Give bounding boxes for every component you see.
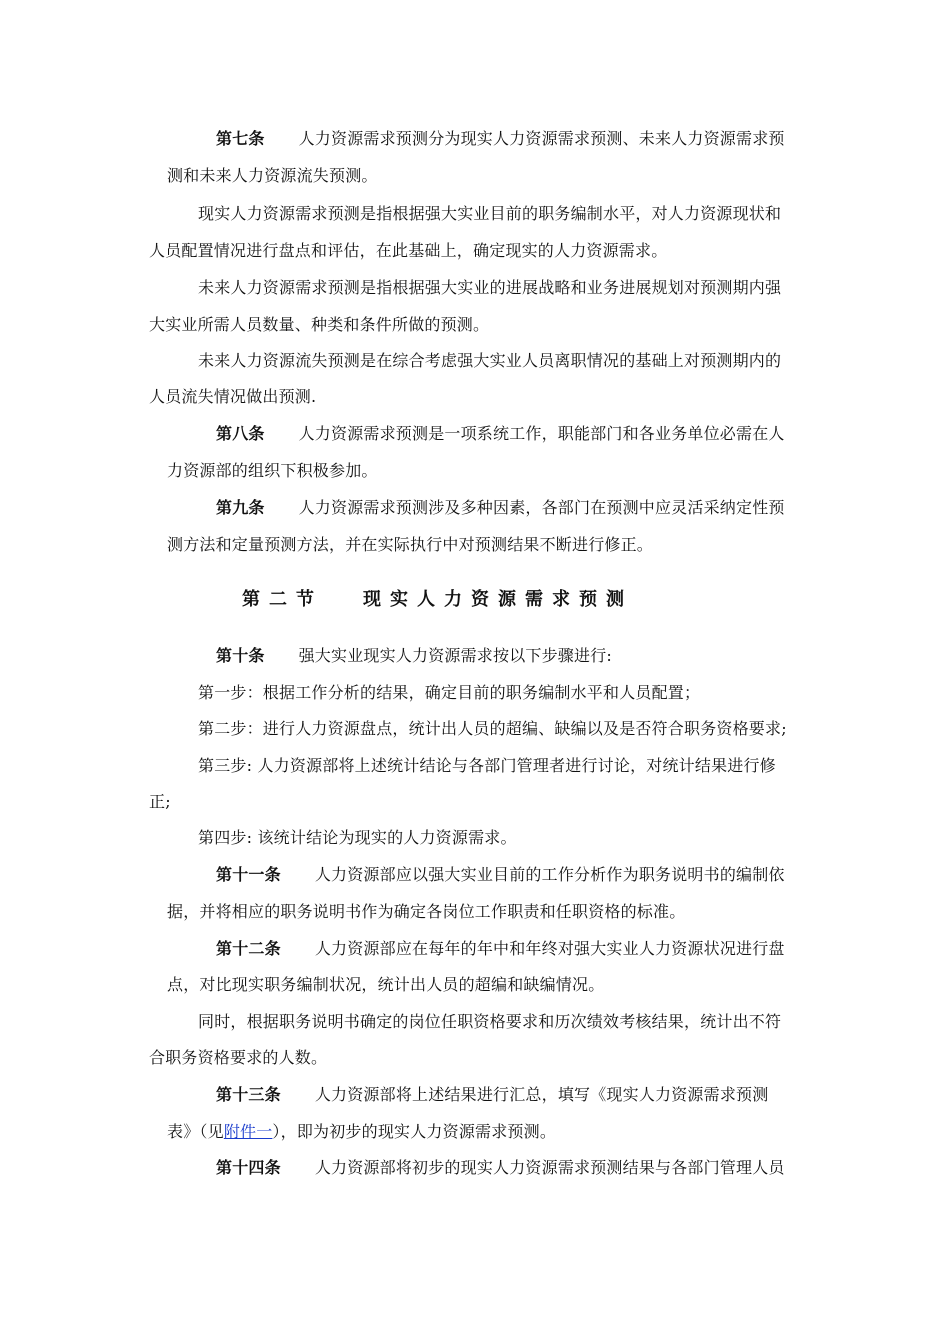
- article-8-line-2: 力资源部的组织下积极参加。: [167, 461, 378, 480]
- article-12-line-1: [216, 938, 785, 960]
- article-13-text-2-pre: 表》（见: [167, 1122, 224, 1141]
- article-7-line-2: 测和未来人力资源流失预测。: [167, 166, 378, 185]
- article-11-label: 第十一条: [216, 865, 281, 884]
- paragraph-2-line-2: 大实业所需人员数量、种类和条件所做的预测。: [149, 315, 490, 334]
- article-13-text-2-post: ），即为初步的现实人力资源需求预测。: [272, 1122, 557, 1141]
- step-2: 第二步：进行人力资源盘点，统计出人员的超编、缺编以及是否符合职务资格要求;: [198, 719, 787, 738]
- article-7-line-1: [216, 128, 785, 150]
- article-14-line-1: [216, 1157, 785, 1179]
- step-4: 第四步: 该统计结论为现实的人力资源需求。: [198, 828, 517, 847]
- article-11-line-1: [216, 864, 785, 886]
- section-heading: [242, 588, 633, 612]
- appendix-1-link[interactable]: 附件一: [223, 1122, 273, 1141]
- paragraph-4-line-2: 合职务资格要求的人数。: [149, 1048, 328, 1067]
- article-9-line-1: [216, 497, 785, 519]
- article-12-label: 第十二条: [216, 939, 281, 958]
- article-8-line-1: [216, 423, 785, 445]
- section-number: 第二节: [242, 589, 323, 610]
- article-13-line-1: [216, 1084, 768, 1106]
- article-9-label: 第九条: [216, 498, 265, 517]
- article-11-line-2: 据，并将相应的职务说明书作为确定各岗位工作职责和任职资格的标准。: [167, 902, 686, 921]
- section-title: 现实人力资源需求预测: [363, 589, 633, 610]
- paragraph-1-line-2: 人员配置情况进行盘点和评估，在此基础上，确定现实的人力资源需求。: [149, 241, 668, 260]
- article-12-line-2: 点，对比现实职务编制状况，统计出人员的超编和缺编情况。: [167, 975, 605, 994]
- article-14-label: 第十四条: [216, 1158, 281, 1177]
- paragraph-3-line-1: 未来人力资源流失预测是在综合考虑强大实业人员离职情况的基础上对预测期内的: [198, 351, 782, 370]
- article-7-label: 第七条: [216, 129, 265, 148]
- article-8-text-1: 人力资源需求预测是一项系统工作，职能部门和各业务单位必需在人: [298, 424, 785, 443]
- article-13-text-1: 人力资源部将上述结果进行汇总，填写《现实人力资源需求预测: [314, 1085, 769, 1104]
- article-14-text-1: 人力资源部将初步的现实人力资源需求预测结果与各部门管理人员: [314, 1158, 785, 1177]
- article-10-text-1: 强大实业现实人力资源需求按以下步骤进行:: [298, 646, 613, 665]
- article-9-line-2: 测方法和定量预测方法，并在实际执行中对预测结果不断进行修正。: [167, 535, 654, 554]
- paragraph-1-line-1: 现实人力资源需求预测是指根据强大实业目前的职务编制水平，对人力资源现状和: [198, 204, 782, 223]
- article-10-line-1: [216, 645, 612, 667]
- article-11-text-1: 人力资源部应以强大实业目前的工作分析作为职务说明书的编制依: [314, 865, 785, 884]
- article-7-text-1: 人力资源需求预测分为现实人力资源需求预测、未来人力资源需求预: [298, 129, 785, 148]
- article-10-label: 第十条: [216, 646, 265, 665]
- step-3-line-1: 第三步: 人力资源部将上述统计结论与各部门管理者进行讨论，对统计结果进行修: [198, 756, 776, 775]
- article-8-label: 第八条: [216, 424, 265, 443]
- step-1: 第一步：根据工作分析的结果，确定目前的职务编制水平和人员配置；: [198, 683, 701, 702]
- article-12-text-1: 人力资源部应在每年的年中和年终对强大实业人力资源状况进行盘: [314, 939, 785, 958]
- step-3-line-2: 正;: [149, 792, 171, 811]
- article-13-label: 第十三条: [216, 1085, 281, 1104]
- paragraph-3-line-2: 人员流失情况做出预测.: [149, 387, 317, 406]
- paragraph-4-line-1: 同时，根据职务说明书确定的岗位任职资格要求和历次绩效考核结果，统计出不符: [198, 1012, 782, 1031]
- paragraph-2-line-1: 未来人力资源需求预测是指根据强大实业的进展战略和业务进展规划对预测期内强: [198, 278, 782, 297]
- article-13-line-2: [167, 1121, 556, 1143]
- article-9-text-1: 人力资源需求预测涉及多种因素，各部门在预测中应灵活采纳定性预: [298, 498, 785, 517]
